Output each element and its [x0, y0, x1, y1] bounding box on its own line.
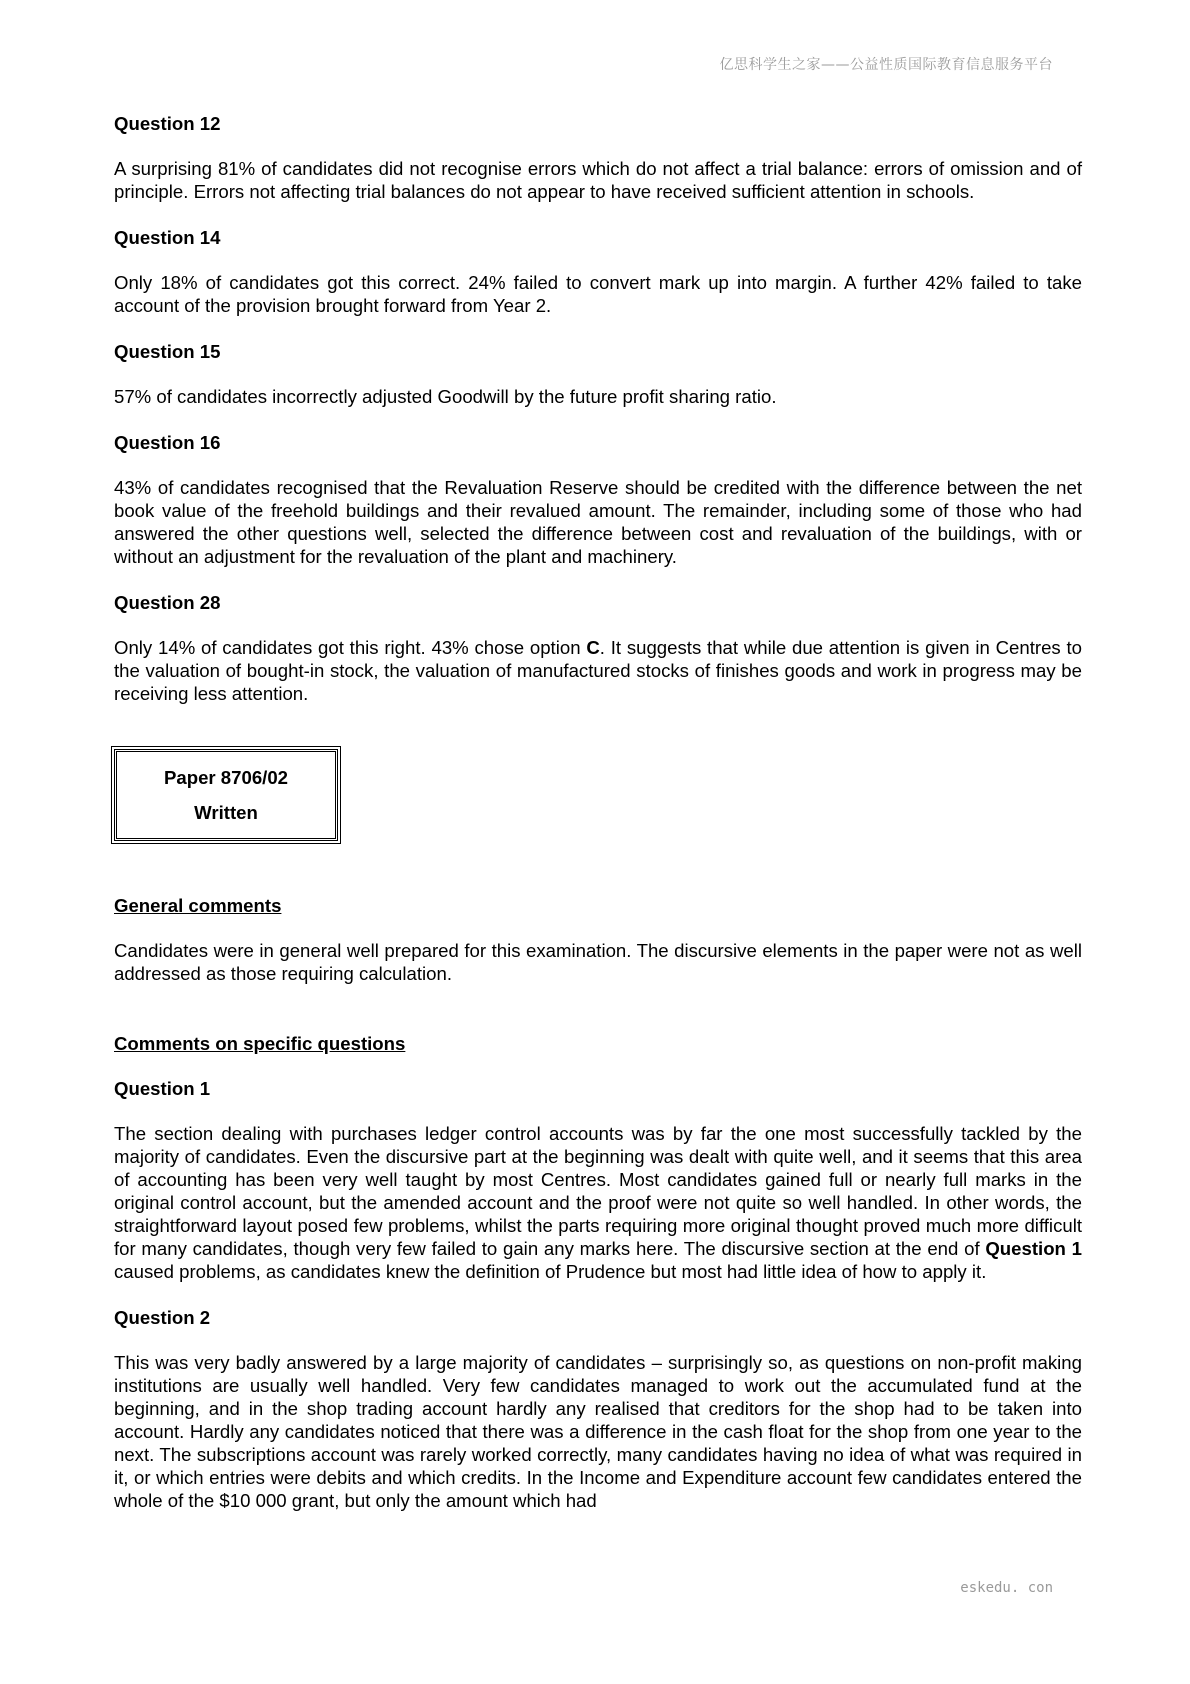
option-label: C: [586, 637, 600, 658]
paper-title-box: [114, 749, 338, 841]
question-heading: Question 14: [114, 227, 221, 248]
question-text: 57% of candidates incorrectly adjusted Goodwill by the future profit sharing ratio.: [114, 386, 777, 407]
question-reference: Question 1: [985, 1238, 1082, 1259]
question-text: 43% of candidates recognised that the Revaluation Reserve should be credited with the difference between the net book value of the freehold buildings and their revalued amount. The remainder, including some of those who had answered the other questions well, selected the difference between cost and revaluation of the buildings, with or without an adjustment for the revaluation of the plant and machinery.: [114, 477, 1082, 567]
question-block: [114, 112, 1082, 203]
spacer: [114, 1008, 1082, 1032]
question-block: [114, 1077, 1082, 1283]
question-block: [114, 431, 1082, 568]
text-run: Only 14% of candidates got this right. 43% chose option: [114, 637, 587, 658]
paper-type: Written: [194, 802, 258, 823]
question-block: [114, 226, 1082, 317]
question-heading: Question 2: [114, 1307, 211, 1328]
question-block: [114, 340, 1082, 408]
question-text: [114, 636, 1082, 705]
text-run: The section dealing with purchases ledger control accounts was by far the one most successfully tackled by the majority of candidates. Even the discursive part at the beginning was dealt with quite well, and it seems that this area of accounting has been very well taught by most Centres. Most candidates gained full or nearly full marks in the original control account, but the amended account and the proof were not quite so well handled. In other words, the straightforward layout posed few problems, whilst the parts requiring more original thought proved much more difficult for many candidates, though very few failed to gain any marks here. The discursive section at the end of: [114, 1123, 1082, 1259]
question-heading: Question 12: [114, 113, 221, 134]
question-heading: Question 15: [114, 341, 221, 362]
section-heading-general: General comments: [114, 895, 282, 916]
question-heading: Question 28: [114, 592, 221, 613]
question-text: [114, 1122, 1082, 1283]
question-heading: Question 1: [114, 1078, 211, 1099]
paper-code: Paper 8706/02: [163, 767, 289, 788]
question-block: [114, 1306, 1082, 1512]
question-block: [114, 591, 1082, 705]
general-comments-text: Candidates were in general well prepared for this examination. The discursive elements in the paper were not as well addressed as those requiring calculation.: [114, 940, 1082, 984]
question-heading: Question 16: [114, 432, 221, 453]
header-watermark: 亿思科学生之家——公益性质国际教育信息服务平台: [719, 57, 1053, 73]
text-run: caused problems, as candidates knew the definition of Prudence but most had little idea of how to apply it.: [114, 1261, 987, 1282]
question-text: Only 18% of candidates got this correct. 24% failed to convert mark up into margin. A further 42% failed to take account of the provision brought forward from Year 2.: [114, 272, 1082, 316]
question-text: A surprising 81% of candidates did not recognise errors which do not affect a trial balance: errors of omission and of principle. Errors not affecting trial balances do not appear to have received sufficient attention in schools.: [114, 158, 1082, 202]
report-body: [114, 112, 1082, 1535]
footer-site: eskedu. con: [960, 1580, 1053, 1596]
section-heading-specific: Comments on specific questions: [114, 1033, 406, 1054]
question-text: This was very badly answered by a large majority of candidates – surprisingly so, as questions on non-profit making institutions are usually well handled. Very few candidates managed to work out the accumulated fund at the beginning, and in the shop trading account hardly any realised that creditors for the shop had to be taken into account. Hardly any candidates noticed that there was a difference in the cash float for the shop from one year to the next. The subscriptions account was rarely worked correctly, many candidates having no idea of what was required in it, or which entries were debits and which credits. In the Income and Expenditure account few candidates entered the whole of the $10 000 grant, but only the amount which had: [114, 1352, 1082, 1511]
text-run: . It suggests that while due attention is given in Centres to the valuation of bought-in stock, the valuation of manufactured stocks of finishes goods and work in progress may be receiving less attention.: [114, 637, 1082, 704]
